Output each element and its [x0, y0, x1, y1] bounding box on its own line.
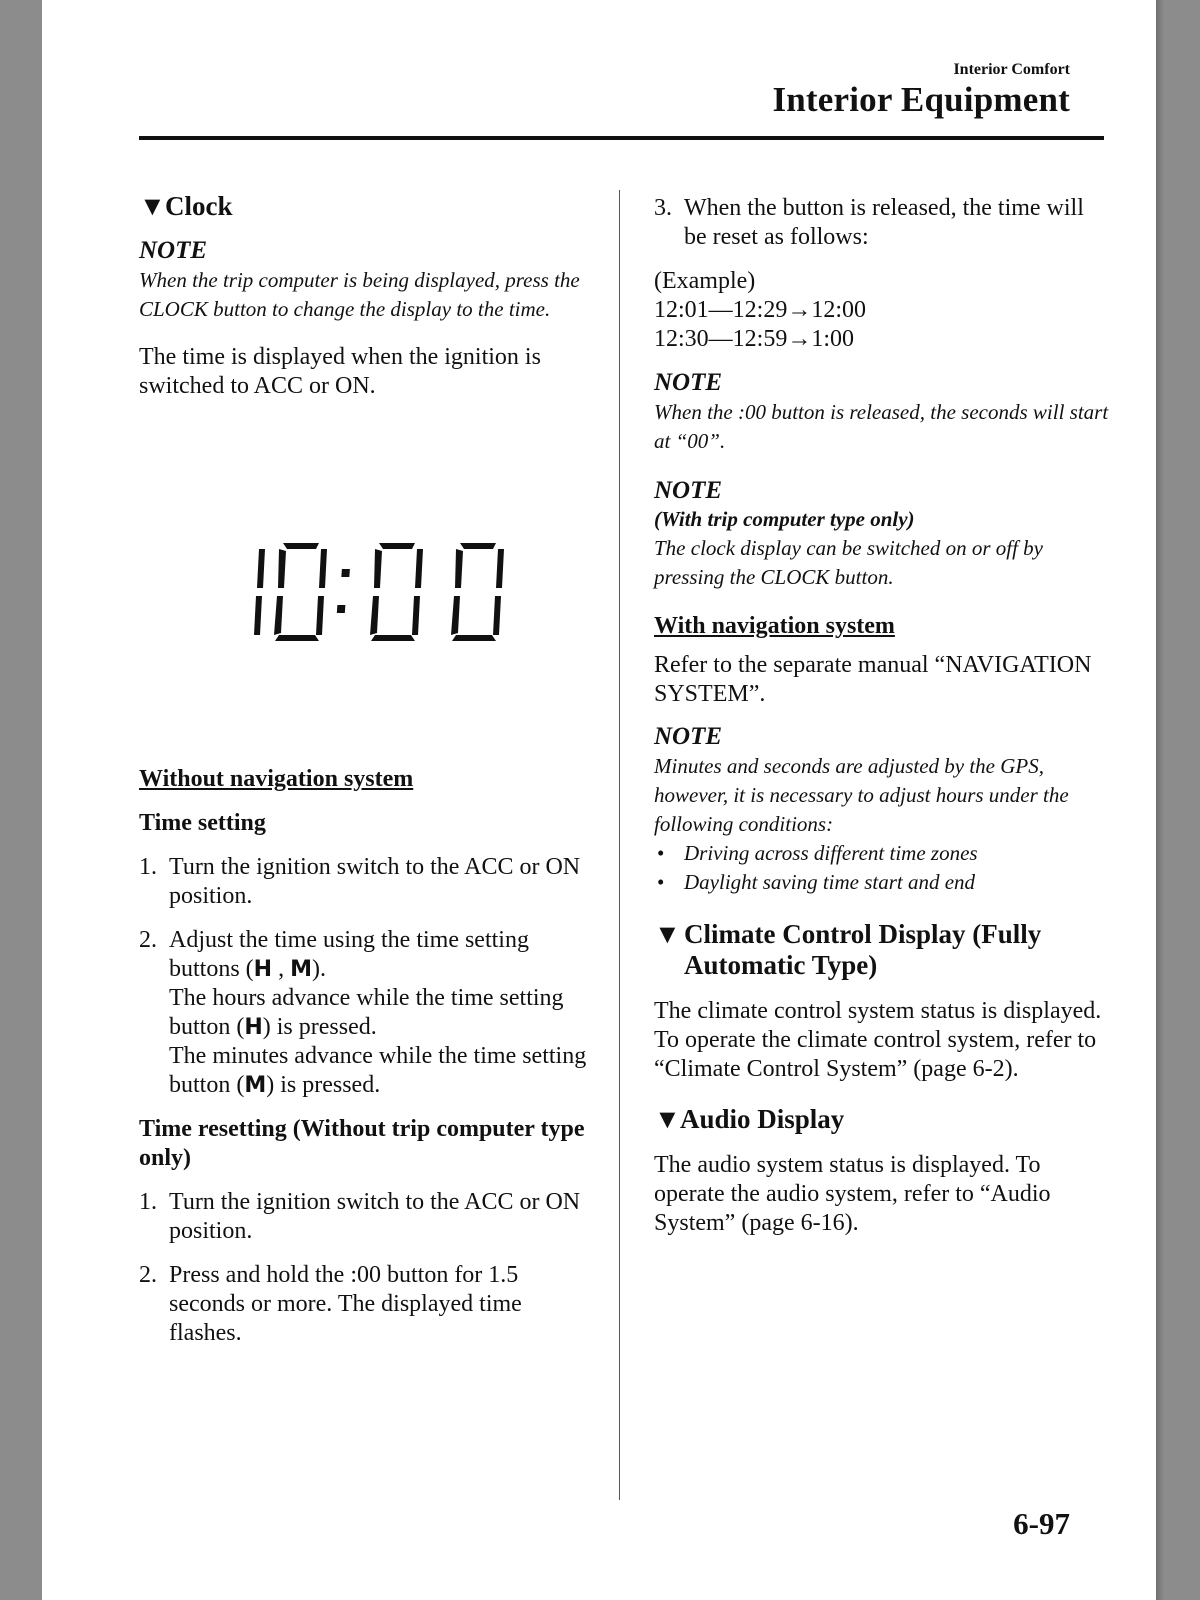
- climate-text: The climate control system status is displayed. To operate the climate control system, refer to “Climate Control System” (page 6-2).: [654, 998, 1102, 1082]
- lcd-clock-icon: [249, 539, 519, 647]
- note-text: The clock display can be switched on or off by pressing the CLOCK button.: [654, 536, 1044, 589]
- clock-heading: ▼Clock: [139, 191, 233, 221]
- audio-heading: ▼Audio Display: [654, 1104, 845, 1134]
- triangle-icon: ▼: [139, 191, 166, 221]
- note-text: Minutes and seconds are adjusted by the GPS, however, it is necessary to adjust hours under the following conditions:: [654, 754, 1069, 836]
- list-item: 2. Press and hold the :00 button for 1.5 seconds or more. The displayed time flashes.: [139, 1262, 522, 1346]
- time-resetting-heading: Time resetting (Without trip computer type only): [139, 1116, 585, 1171]
- clock-intro: The time is displayed when the ignition is switched to ACC or ON.: [139, 344, 541, 399]
- section-label: Interior Comfort: [953, 61, 1070, 78]
- hour-button-icon: H: [244, 1015, 263, 1040]
- list-item: • Driving across different time zones: [657, 841, 978, 865]
- list-item: 3. When the button is released, the time will be reset as follows:: [654, 195, 1084, 250]
- note-title: NOTE: [139, 237, 208, 264]
- hour-button-icon: H: [253, 957, 273, 982]
- nav-text: Refer to the separate manual “NAVIGATION SYSTEM”.: [654, 652, 1092, 707]
- reset-example: (Example) 12:01—12:29→12:00 12:30—12:59→1:00: [654, 268, 867, 352]
- triangle-icon: ▼: [654, 919, 681, 949]
- triangle-icon: ▼: [654, 1104, 681, 1134]
- note-title: NOTE: [654, 477, 723, 504]
- without-nav-heading: Without navigation system: [139, 766, 414, 792]
- right-column: [654, 188, 1109, 1238]
- time-setting-steps: [139, 853, 589, 1100]
- note-bullets: [654, 839, 1109, 897]
- time-setting-heading: Time setting: [139, 810, 266, 836]
- note-text: When the :00 button is released, the seconds will start at “00”.: [654, 400, 1109, 453]
- note-title: NOTE: [654, 723, 723, 750]
- column-divider: [619, 190, 620, 1500]
- time-resetting-steps: [139, 1188, 589, 1348]
- page-title: Interior Equipment: [772, 80, 1070, 119]
- list-item: • Daylight saving time start and end: [657, 870, 976, 894]
- clock-display-illustration: [139, 539, 589, 647]
- note-subtitle: (With trip computer type only): [654, 507, 915, 531]
- left-column: [139, 188, 589, 1348]
- list-item: 1. Turn the ignition switch to the ACC or ON position.: [139, 854, 581, 909]
- list-item: 1. Turn the ignition switch to the ACC or ON position.: [139, 1189, 581, 1244]
- header-rule: [139, 136, 1104, 140]
- time-resetting-steps-cont: [654, 194, 1109, 252]
- with-nav-heading: With navigation system: [654, 613, 895, 639]
- climate-heading: ▼ Climate Control Display (Fully Automatic Type): [654, 919, 1042, 980]
- note-title: NOTE: [654, 369, 723, 396]
- minute-button-icon: M: [290, 957, 312, 982]
- list-item: 2. Adjust the time using the time setting buttons (H , M). The hours advance while the time setting button (H) is pressed. The minutes advance while the time setting button (M) is pressed.: [139, 927, 587, 1098]
- note-text: When the trip computer is being displayed, press the CLOCK button to change the display to the time.: [139, 268, 580, 321]
- audio-text: The audio system status is displayed. To operate the audio system, refer to “Audio System” (page 6-16).: [654, 1152, 1051, 1236]
- page-number: 6-97: [1013, 1506, 1070, 1541]
- page-edge-shadow: [1156, 0, 1164, 1600]
- minute-button-icon: M: [244, 1073, 267, 1098]
